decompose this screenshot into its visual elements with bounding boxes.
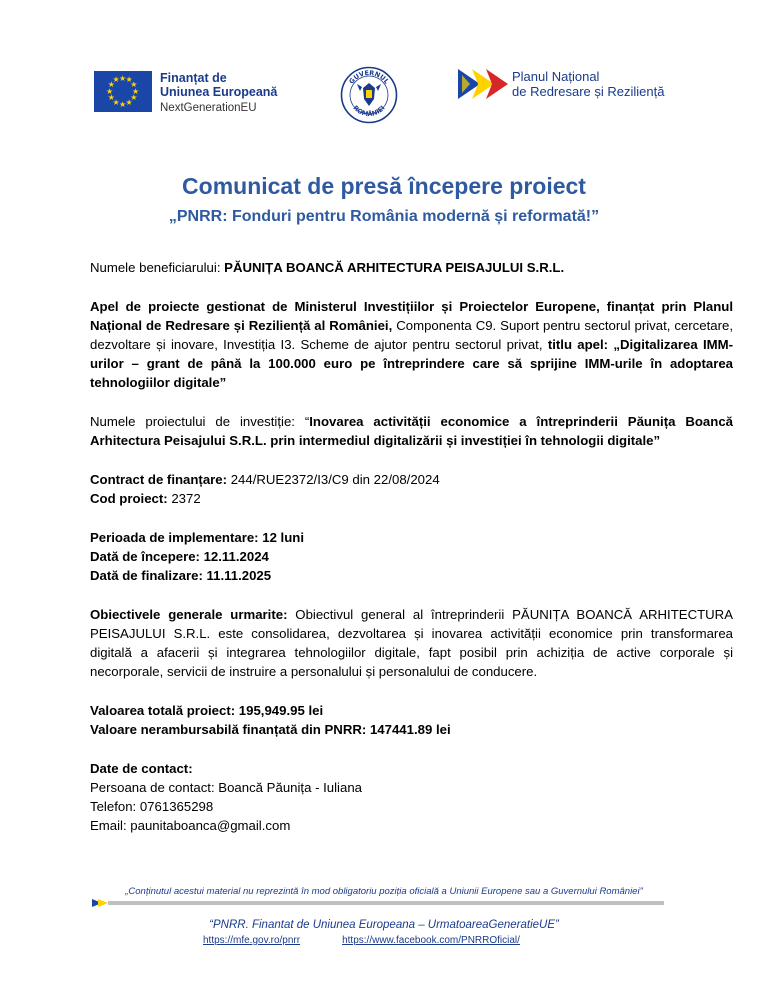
objectives-label: Obiectivele generale urmarite: (90, 607, 288, 622)
beneficiary-value: PĂUNIȚA BOANCĂ ARHITECTURA PEISAJULUI S.R.L. (224, 260, 565, 275)
project-code-label: Cod proiect: (90, 491, 168, 506)
contract-value: 244/RUE2372/I3/C9 din 22/08/2024 (227, 472, 440, 487)
eu-star-icon: ★ (125, 75, 133, 85)
eu-star-icon: ★ (130, 93, 138, 102)
project-name-label: Numele proiectului de investiție: “ (90, 414, 310, 429)
project-name-paragraph (90, 412, 733, 450)
call-normal: Componenta C9. Suport pentru sectorul privat, cercetare, dezvoltare și inovare, Investiția I3. Scheme de ajutor pentru sectorul privat, (90, 318, 733, 352)
contact-heading (90, 759, 733, 778)
start-date-text: Dată de începere: 12.11.2024 (90, 549, 269, 564)
eu-star-icon: ★ (107, 93, 115, 102)
footer-tagline: “PNRR. Finantat de Uniunea Europeana – UrmatoareaGeneratieUE” (209, 919, 559, 931)
eu-star-icon: ★ (106, 86, 114, 96)
mfe-link[interactable]: https://mfe.gov.ro/pnrr (203, 935, 301, 946)
call-paragraph (90, 297, 733, 392)
eu-logo-line3: NextGenerationEU (160, 102, 257, 114)
page-title: Comunicat de presă începere proiect (182, 173, 586, 199)
beneficiary-line (90, 258, 733, 277)
pnrr-arrows-icon (458, 69, 508, 99)
seal-text-top: GUVERNUL (347, 68, 391, 86)
footer-disclaimer: „Conținutul acestui material nu reprezintă în mod obligatoriu poziția oficială a Uniunii Europene sau a Guvernului României” (125, 886, 643, 897)
start-date (90, 547, 733, 566)
eu-star-icon: ★ (132, 86, 140, 96)
facebook-link[interactable]: https://www.facebook.com/PNRROficial/ (342, 935, 520, 946)
implementation-period-text: Perioada de implementare: 12 luni (90, 530, 305, 545)
implementation-period (90, 528, 733, 547)
seal-text-bottom: ROMÂNIEI (351, 103, 387, 119)
eu-logo-line2: Uniunea Europeană (160, 85, 278, 99)
contract-label: Contract de finanțare: (90, 472, 228, 487)
pnrr-logo-line2: de Redresare și Reziliență (512, 84, 665, 99)
government-seal-icon (340, 66, 398, 124)
contact-email[interactable]: Email: paunitaboanca@gmail.com (90, 818, 291, 833)
eu-star-icon: ★ (107, 80, 115, 89)
page-subtitle: „PNRR: Fonduri pentru România modernă și reformată!” (168, 208, 600, 225)
project-name-value: Inovarea activității economice a întreprinderii Păunița Boancă Arhitectura Peisajului S.R.L. prin intermediul digitalizării și investiției în tehnologii digitale” (90, 414, 733, 448)
end-date-text: Dată de finalizare: 11.11.2025 (90, 568, 272, 583)
svg-text:ROMÂNIEI (351, 104, 386, 118)
eu-star-icon: ★ (119, 73, 127, 83)
eu-funding-logo (94, 71, 277, 115)
objectives-paragraph (90, 605, 733, 681)
eu-logo-line1: Finanțat de (160, 71, 227, 85)
pnrr-logo (458, 69, 664, 99)
footer-links (203, 935, 520, 946)
eu-star-icon: ★ (119, 99, 127, 109)
grant-value (90, 720, 733, 739)
eu-star-icon: ★ (130, 80, 138, 89)
eu-star-icon: ★ (112, 97, 120, 107)
call-title-label: titlu apel: (547, 337, 609, 352)
call-bold: Apel de proiecte gestionat de Ministerul Investițiilor și Proiectelor Europene, finanțat prin Planul Național de Redresare și Reziliență al României, (90, 299, 733, 333)
beneficiary-label: Numele beneficiarului: (90, 260, 225, 275)
contact-person: Persoana de contact: Boancă Păunița - Iuliana (90, 780, 362, 795)
eu-flag-icon (94, 71, 152, 112)
total-value-text: Valoarea totală proiect: 195,949.95 lei (90, 703, 324, 718)
eu-star-icon: ★ (125, 97, 133, 107)
objectives-text: Obiectivul general al întreprinderii PĂUNIȚA BOANCĂ ARHITECTURA PEISAJULUI S.R.L. este consolidarea, dezvoltarea și inovarea activității economice prin transformarea digitală a afacerii și integrarea tehnologiilor digitale, fapt posibil prin achiziția de active corporale și necorporale, servicii de instruire a personalului și personalului de conducere. (90, 607, 733, 679)
contact-heading-text: Date de contact: (90, 761, 193, 776)
project-code-line (90, 489, 733, 508)
total-value (90, 701, 733, 720)
pnrr-logo-line1: Planul Național (512, 69, 600, 84)
contract-line (90, 470, 733, 489)
end-date (90, 566, 733, 585)
footer-color-bar (92, 899, 664, 907)
grant-value-text: Valoare nerambursabilă finanțată din PNRR: 147441.89 lei (90, 722, 451, 737)
project-code-value: 2372 (167, 491, 201, 506)
call-title-value: „Digitalizarea IMM-urilor – grant de până la 100.000 euro pe întreprindere care să sprijine IMM-urile în adoptarea tehnologiilor digitale” (90, 337, 733, 390)
eu-star-icon: ★ (112, 75, 120, 85)
press-release-body (90, 258, 733, 835)
contact-phone: Telefon: 0761365298 (90, 799, 214, 814)
